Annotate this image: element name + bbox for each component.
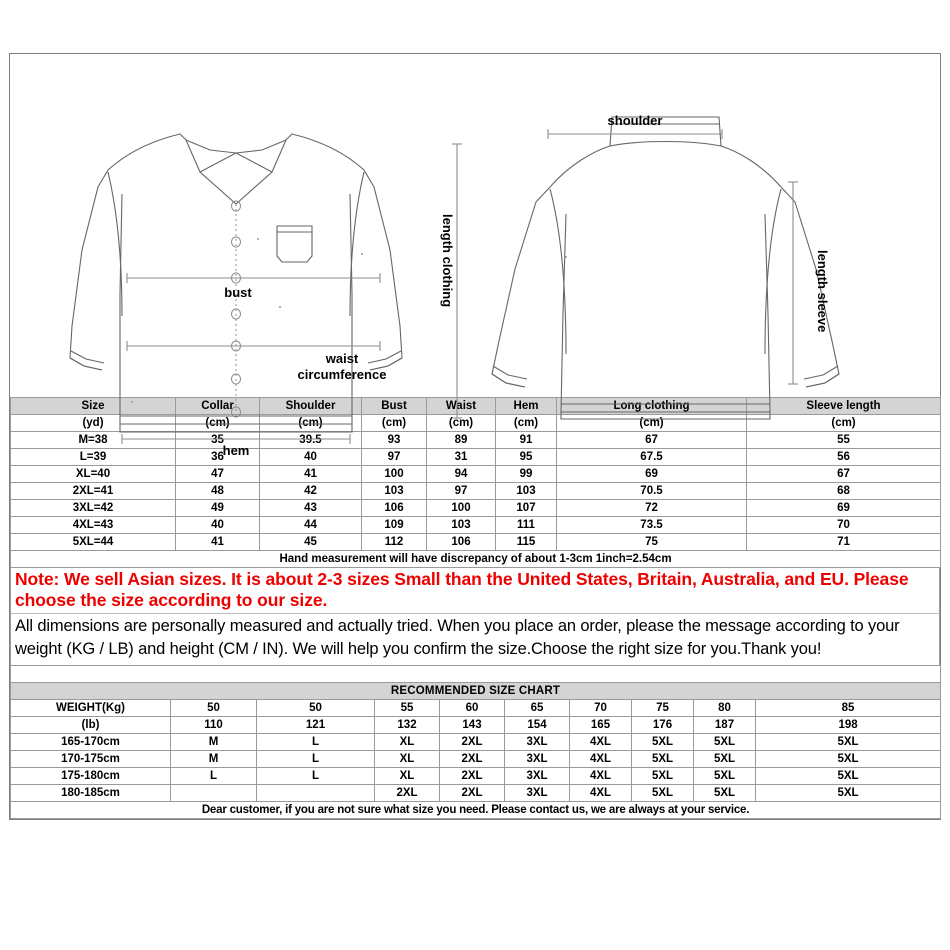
- cell-rec-size: 4XL: [570, 751, 632, 768]
- cell-height-label: 180-185cm: [11, 785, 171, 802]
- asian-size-note-container: [10, 568, 940, 614]
- cell-weight-lb: 143: [440, 717, 505, 734]
- cell-rec-size: XL: [375, 734, 440, 751]
- cell-weight-kg: 80: [694, 700, 756, 717]
- back-shirt-illustration: [492, 117, 839, 419]
- col-header-size: Size: [11, 398, 176, 415]
- rec-table-title-row: [11, 683, 941, 700]
- cell-weight-lb: 165: [570, 717, 632, 734]
- table-row: [11, 534, 941, 551]
- cell-rec-size: 2XL: [440, 751, 505, 768]
- cell-long-clothing: 70.5: [557, 483, 747, 500]
- table-row: [11, 466, 941, 483]
- cell-rec-size: L: [257, 734, 375, 751]
- cell-size: L=39: [11, 449, 176, 466]
- cell-rec-size: 3XL: [505, 785, 570, 802]
- cell-hem: 91: [496, 432, 557, 449]
- bust-dimension: [127, 273, 380, 300]
- cell-shoulder: 44: [260, 517, 362, 534]
- cell-shoulder: 43: [260, 500, 362, 517]
- cell-shoulder: 45: [260, 534, 362, 551]
- customer-service-note: Dear customer, if you are not sure what size you need. Please contact us, we are always at your service.: [11, 802, 941, 819]
- cell-sleeve-length: 56: [747, 449, 941, 466]
- cell-collar: 36: [176, 449, 260, 466]
- cell-weight-lb: 187: [694, 717, 756, 734]
- cell-rec-size: 5XL: [694, 734, 756, 751]
- cell-long-clothing: 73.5: [557, 517, 747, 534]
- size-chart-sheet: [9, 53, 941, 820]
- cell-bust: 112: [362, 534, 427, 551]
- cell-waist: 106: [427, 534, 496, 551]
- length-sleeve-label: length sleeve: [815, 250, 830, 333]
- cell-sleeve-length: 55: [747, 432, 941, 449]
- cell-weight-kg-label: WEIGHT(Kg): [11, 700, 171, 717]
- length-clothing-label: length clothing: [440, 214, 455, 308]
- unit-long-clothing: (cm): [557, 415, 747, 432]
- waist-label-line2: circumference: [297, 367, 387, 382]
- cell-collar: 35: [176, 432, 260, 449]
- table-row: [11, 734, 941, 751]
- cell-weight-lb: 132: [375, 717, 440, 734]
- cell-weight-lb: 154: [505, 717, 570, 734]
- cell-waist: 94: [427, 466, 496, 483]
- cell-rec-size: 5XL: [756, 751, 941, 768]
- dimensions-note-container: [10, 614, 940, 665]
- cell-size: 4XL=43: [11, 517, 176, 534]
- cell-long-clothing: 67: [557, 432, 747, 449]
- table-row: [11, 500, 941, 517]
- cell-rec-size: 5XL: [756, 768, 941, 785]
- recommended-size-table: [10, 665, 941, 819]
- cell-rec-size: 5XL: [632, 751, 694, 768]
- unit-sleeve-length: (cm): [747, 415, 941, 432]
- unit-size: (yd): [11, 415, 176, 432]
- cell-size: XL=40: [11, 466, 176, 483]
- cell-weight-lb: 198: [756, 717, 941, 734]
- cell-hem: 99: [496, 466, 557, 483]
- cell-rec-size: L: [171, 768, 257, 785]
- cell-shoulder: 39.5: [260, 432, 362, 449]
- cell-hem: 111: [496, 517, 557, 534]
- cell-rec-size: 5XL: [694, 751, 756, 768]
- cell-weight-kg: 55: [375, 700, 440, 717]
- recommended-size-chart-title: RECOMMENDED SIZE CHART: [11, 683, 941, 700]
- cell-rec-size: 5XL: [694, 785, 756, 802]
- cell-rec-size: 5XL: [694, 768, 756, 785]
- cell-rec-size: 5XL: [632, 734, 694, 751]
- col-header-long-clothing: Long clothing: [557, 398, 747, 415]
- table-row: [11, 785, 941, 802]
- col-header-collar: Collar: [176, 398, 260, 415]
- cell-collar: 49: [176, 500, 260, 517]
- cell-rec-size: 5XL: [632, 785, 694, 802]
- cell-rec-size: L: [257, 768, 375, 785]
- cell-rec-size: [257, 785, 375, 802]
- col-header-hem: Hem: [496, 398, 557, 415]
- cell-waist: 103: [427, 517, 496, 534]
- cell-shoulder: 41: [260, 466, 362, 483]
- cell-collar: 47: [176, 466, 260, 483]
- dimensions-note: All dimensions are personally measured and actually tried. When you place an order, please the message according to your weight (KG / LB) and height (CM / IN). We will help you confirm the size.Choose the right size for you.Thank you!: [15, 617, 900, 658]
- waist-label-line1: waist: [325, 351, 359, 366]
- cell-waist: 89: [427, 432, 496, 449]
- cell-sleeve-length: 71: [747, 534, 941, 551]
- unit-shoulder: (cm): [260, 415, 362, 432]
- cell-long-clothing: 72: [557, 500, 747, 517]
- cell-rec-size: M: [171, 734, 257, 751]
- cell-weight-kg: 65: [505, 700, 570, 717]
- cell-rec-size: 2XL: [440, 785, 505, 802]
- unit-hem: (cm): [496, 415, 557, 432]
- customer-service-note-row: [11, 802, 941, 819]
- cell-weight-kg: 70: [570, 700, 632, 717]
- table-row: [11, 449, 941, 466]
- col-header-sleeve-length: Sleeve length: [747, 398, 941, 415]
- cell-weight-kg: 50: [257, 700, 375, 717]
- cell-rec-size: M: [171, 751, 257, 768]
- cell-rec-size: 2XL: [375, 785, 440, 802]
- cell-hem: 107: [496, 500, 557, 517]
- table-row: [11, 700, 941, 717]
- cell-bust: 103: [362, 483, 427, 500]
- cell-rec-size: XL: [375, 768, 440, 785]
- cell-size: 2XL=41: [11, 483, 176, 500]
- cell-sleeve-length: 67: [747, 466, 941, 483]
- cell-collar: 41: [176, 534, 260, 551]
- hand-measurement-note: Hand measurement will have discrepancy of about 1-3cm 1inch=2.54cm: [11, 551, 941, 568]
- col-header-waist: Waist: [427, 398, 496, 415]
- table-row: [11, 768, 941, 785]
- cell-rec-size: 5XL: [756, 785, 941, 802]
- cell-bust: 106: [362, 500, 427, 517]
- cell-sleeve-length: 68: [747, 483, 941, 500]
- cell-long-clothing: 69: [557, 466, 747, 483]
- col-header-shoulder: Shoulder: [260, 398, 362, 415]
- cell-collar: 48: [176, 483, 260, 500]
- cell-bust: 93: [362, 432, 427, 449]
- cell-height-label: 175-180cm: [11, 768, 171, 785]
- cell-size: M=38: [11, 432, 176, 449]
- cell-height-label: 170-175cm: [11, 751, 171, 768]
- cell-height-label: 165-170cm: [11, 734, 171, 751]
- cell-sleeve-length: 70: [747, 517, 941, 534]
- cell-weight-kg: 60: [440, 700, 505, 717]
- table-row: [11, 517, 941, 534]
- unit-collar: (cm): [176, 415, 260, 432]
- length-clothing-dimension: [440, 144, 462, 418]
- cell-sleeve-length: 69: [747, 500, 941, 517]
- cell-rec-size: 3XL: [505, 734, 570, 751]
- hand-measurement-note-row: [11, 551, 941, 568]
- cell-waist: 97: [427, 483, 496, 500]
- cell-long-clothing: 67.5: [557, 449, 747, 466]
- col-header-bust: Bust: [362, 398, 427, 415]
- cell-weight-lb: 121: [257, 717, 375, 734]
- cell-rec-size: 4XL: [570, 734, 632, 751]
- cell-waist: 100: [427, 500, 496, 517]
- cell-hem: 95: [496, 449, 557, 466]
- table-row: [11, 751, 941, 768]
- cell-bust: 97: [362, 449, 427, 466]
- cell-weight-kg: 75: [632, 700, 694, 717]
- hem-label: hem: [222, 443, 250, 458]
- cell-rec-size: 5XL: [756, 734, 941, 751]
- cell-rec-size: 2XL: [440, 734, 505, 751]
- asian-size-note: Note: We sell Asian sizes. It is about 2-3 sizes Small than the United States, Britain, Australia, and EU. Please choose the size according to our size.: [15, 569, 909, 610]
- cell-size: 3XL=42: [11, 500, 176, 517]
- cell-rec-size: 4XL: [570, 785, 632, 802]
- cell-rec-size: 5XL: [632, 768, 694, 785]
- cell-bust: 109: [362, 517, 427, 534]
- cell-rec-size: L: [257, 751, 375, 768]
- cell-rec-size: XL: [375, 751, 440, 768]
- unit-bust: (cm): [362, 415, 427, 432]
- cell-hem: 115: [496, 534, 557, 551]
- cell-rec-size: 3XL: [505, 768, 570, 785]
- cell-hem: 103: [496, 483, 557, 500]
- cell-shoulder: 42: [260, 483, 362, 500]
- cell-shoulder: 40: [260, 449, 362, 466]
- cell-long-clothing: 75: [557, 534, 747, 551]
- waist-dimension: [127, 341, 386, 382]
- bust-label: bust: [224, 285, 252, 300]
- cell-weight-kg: 85: [756, 700, 941, 717]
- shoulder-label: shoulder: [607, 113, 663, 128]
- length-sleeve-dimension: [788, 182, 830, 384]
- cell-weight-lb-label: (lb): [11, 717, 171, 734]
- cell-rec-size: 4XL: [570, 768, 632, 785]
- size-table-header-row: [11, 398, 941, 415]
- table-row: [11, 432, 941, 449]
- table-row: [11, 483, 941, 500]
- cell-collar: 40: [176, 517, 260, 534]
- cell-rec-size: 2XL: [440, 768, 505, 785]
- cell-rec-size: 3XL: [505, 751, 570, 768]
- cell-bust: 100: [362, 466, 427, 483]
- size-table-unit-row: [11, 415, 941, 432]
- cell-weight-kg: 50: [171, 700, 257, 717]
- cell-weight-lb: 176: [632, 717, 694, 734]
- cell-size: 5XL=44: [11, 534, 176, 551]
- unit-waist: (cm): [427, 415, 496, 432]
- spacer-cell: [11, 666, 941, 683]
- rec-table-spacer: [11, 666, 941, 683]
- table-row: [11, 717, 941, 734]
- cell-weight-lb: 110: [171, 717, 257, 734]
- cell-waist: 31: [427, 449, 496, 466]
- cell-rec-size: [171, 785, 257, 802]
- front-shirt-illustration: [70, 134, 402, 432]
- size-measurement-table: [10, 397, 941, 568]
